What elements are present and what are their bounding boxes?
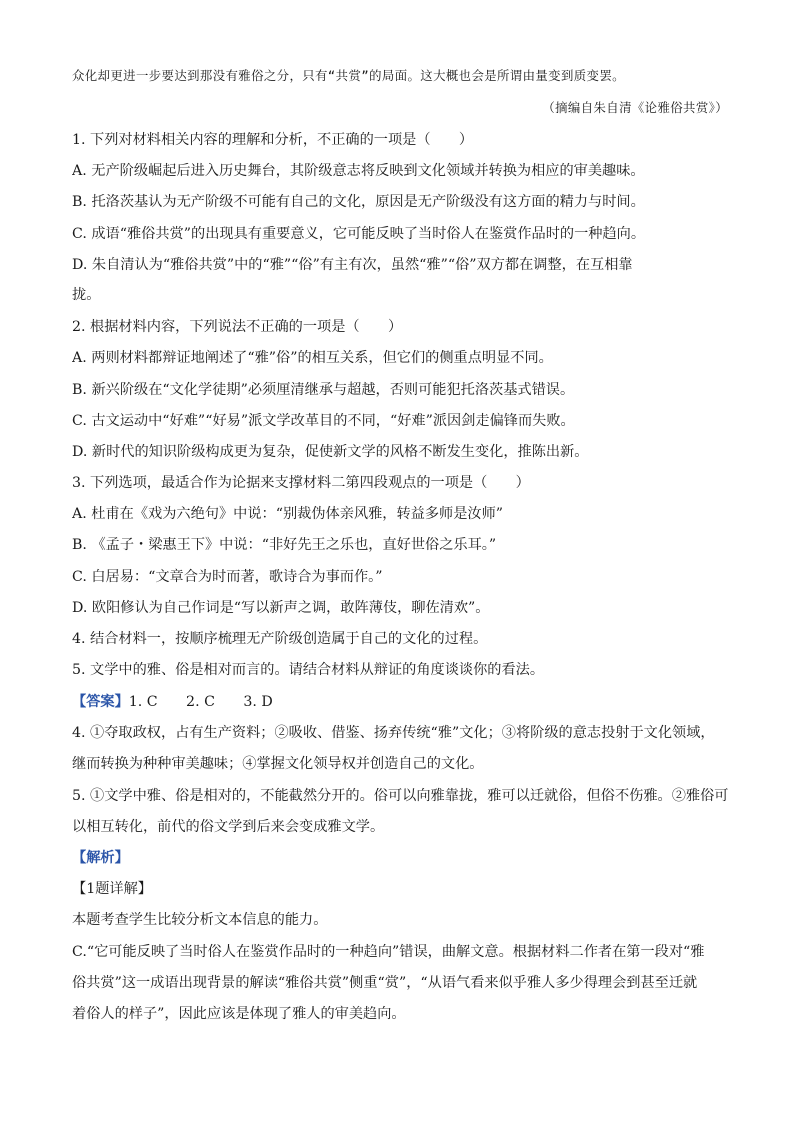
analysis-sub-label: 【1题详解】 [72,881,152,897]
answer-mc: 1. C 2. C 3. D [128,694,273,710]
passage-tail-line: 众化却更进一步要达到那没有雅俗之分，只有“共赏”的局面。这大概也会是所谓由量变到质变罢。 [72,68,625,83]
q2-option-d: D. 新时代的知识阶级构成更为复杂，促使新文学的风格不断发生变化，推陈出新。 [72,444,589,460]
q1-option-a: A. 无产阶级崛起后进入历史舞台，其阶级意志将反映到文化领域并转换为相应的审美趣味。 [72,163,645,179]
q3-option-a: A. 杜甫在《戏为六绝句》中说：“别裁伪体亲风雅，转益多师是汝师” [72,506,504,522]
q3-option-c: C. 白居易：“文章合为时而著，歌诗合为事而作。” [72,569,383,585]
q4-stem: 4. 结合材料一，按顺序梳理无产阶级创造属于自己的文化的过程。 [72,631,488,647]
q3-stem: 3. 下列选项，最适合作为论据来支撑材料二第四段观点的一项是（ ） [72,475,530,491]
answer-label: 【答案】 [72,694,129,710]
q1-option-c: C. 成语“雅俗共赏”的出现具有重要意义，它可能反映了当时俗人在鉴赏作品时的一种趋向。 [72,226,646,242]
answer5-line2: 以相互转化，前代的俗文学到后来会变成雅文学。 [72,819,385,835]
q5-stem: 5. 文学中的雅、俗是相对而言的。请结合材料从辩证的角度谈谈你的看法。 [72,662,545,678]
answer4-line1: 4. ①夺取政权，占有生产资料；②吸收、借鉴、扬弃传统“雅”文化；③将阶级的意志投射于文化领域， [72,725,715,741]
q2-option-b: B. 新兴阶级在“文化学徒期”必须厘清继承与超越，否则可能犯托洛茨基式错误。 [72,382,575,398]
q1-option-b: B. 托洛茨基认为无产阶级不可能有自己的文化，原因是无产阶级没有这方面的精力与时间。 [72,194,645,210]
q3-option-b: B. 《孟子・梁惠王下》中说：“非好先王之乐也，直好世俗之乐耳。” [72,537,497,553]
analysis-line2: C.“它可能反映了当时俗人在鉴赏作品时的一种趋向”错误，曲解文意。根据材料二作者在第一段对“雅 [72,944,705,960]
answer4-line2: 继而转换为种种审美趣味；④掌握文化领导权并创造自己的文化。 [72,756,484,772]
q1-option-d-line1: D. 朱自清认为“雅俗共赏”中的“雅”“俗”有主有次，虽然“雅”“俗”双方都在调整，在互相靠 [72,257,633,273]
analysis-label: 【解析】 [72,850,129,866]
answer5-line1: 5. ①文学中雅、俗是相对的，不能截然分开的。俗可以向雅靠拢，雅可以迁就俗，但俗不伤雅。②雅俗可 [72,788,729,804]
answer-row [72,692,732,712]
q2-option-a: A. 两则材料都辩证地阐述了“雅”俗”的相互关系，但它们的侧重点明显不同。 [72,350,553,366]
q1-stem: 1. 下列对材料相关内容的理解和分析，不正确的一项是（ ） [72,132,474,148]
analysis-line3: 俗共赏”这一成语出现背景的解读“雅俗共赏”侧重“赏”，“从语气看来似乎雅人多少得理会到甚至迁就 [72,975,698,991]
q2-stem: 2. 根据材料内容，下列说法不正确的一项是（ ） [72,319,403,335]
q3-option-d: D. 欧阳修认为自己作词是“写以新声之调，敢阵薄伎，聊佐清欢”。 [72,600,490,616]
q2-option-c: C. 古文运动中“好难”“好易”派文学改革目的不同，“好难”派因剑走偏锋而失败。 [72,413,575,429]
analysis-line4: 着俗人的样子”，因此应该是体现了雅人的审美趋向。 [72,1006,406,1022]
q1-option-d-line2: 拢。 [72,287,101,303]
analysis-line1: 本题考查学生比较分析文本信息的能力。 [72,912,328,928]
passage-citation: （摘编自朱自清《论雅俗共赏》） [542,100,728,115]
